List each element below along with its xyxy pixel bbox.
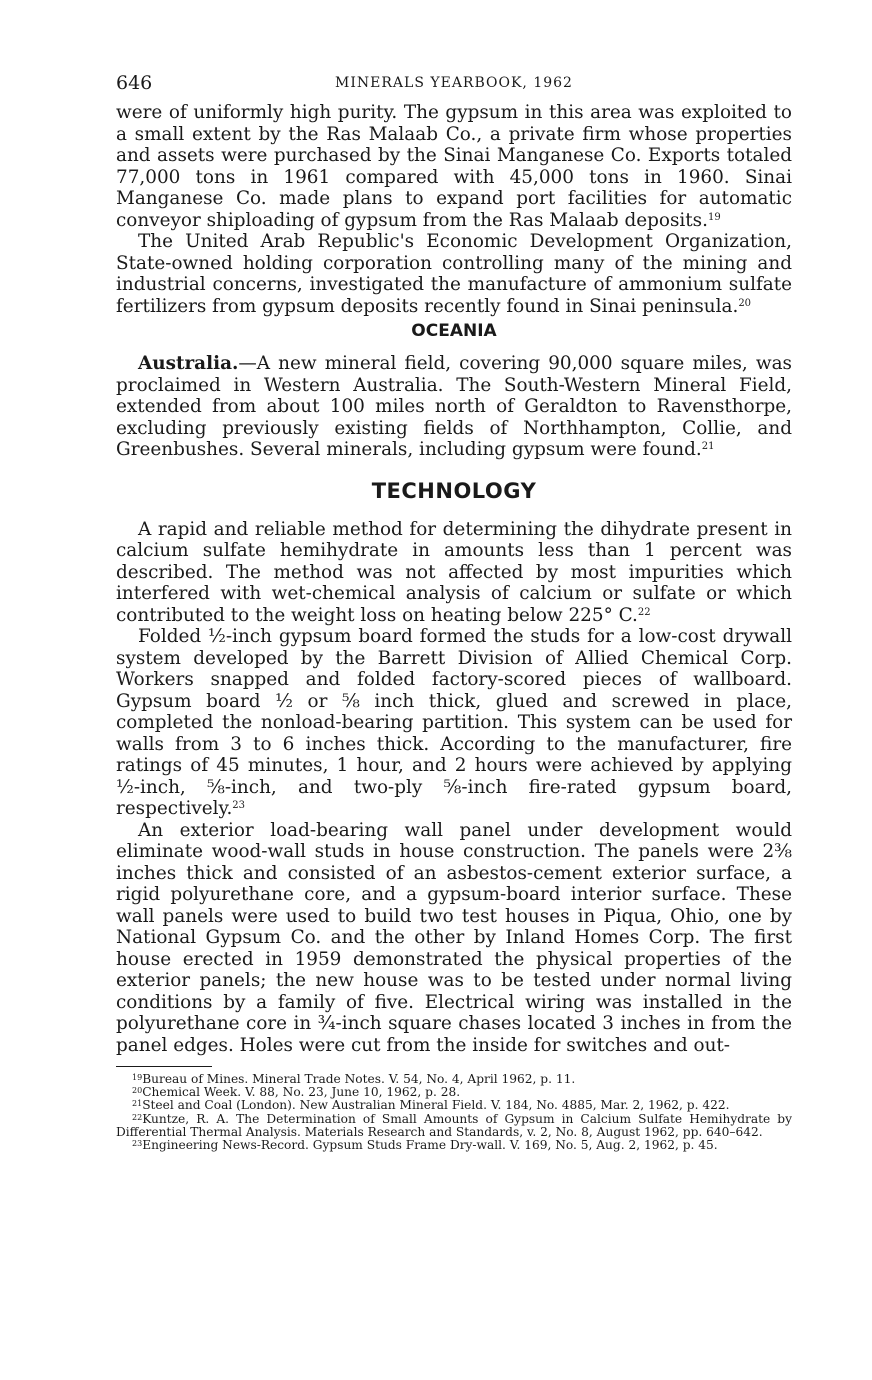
footnote-number: 22 (132, 1112, 143, 1122)
footnote (116, 1139, 792, 1152)
footnote-ref: 19 (707, 211, 721, 223)
footnote (116, 1113, 792, 1139)
paragraph-text: A rapid and reliable method for determining the dihydrate present in calcium sulfate hemihydrate in amounts less than 1 percent was described. The method was not affected by most impurities which interfered with wet-chemical analysis of calcium or sulfate or which contributed to the weight loss on heating below 225° C. (116, 518, 792, 626)
footnote-text: Chemical Week. V. 88, No. 23, June 10, 1962, p. 28. (142, 1085, 461, 1100)
page-number: 646 (116, 72, 153, 94)
footnote-number: 20 (132, 1086, 143, 1096)
runin-heading: Australia. (138, 353, 239, 374)
footnote-ref: 23 (232, 800, 246, 811)
running-head: MINERALS YEARBOOK, 1962 (335, 75, 573, 91)
paragraph-wall-panel (116, 820, 792, 1057)
page-header (116, 70, 792, 102)
footnote-ref: 20 (738, 297, 752, 309)
paragraph-text: Folded ½-inch gypsum board formed the studs for a low-cost drywall system developed by the Barrett Division of Allied Chemical Corp. Workers snapped and folded factory-scored pieces of wallboard. Gypsum board ½ or ⅝ inch thick, glued and screwed in place, completed the nonload-bearing partition. This system can be used for walls from 3 to 6 inches thick. According to the manufacturer, fire ratings of 45 minutes, 1 hour, and 2 hours were achieved by applying ½-inch, ⅝-inch, and two-ply ⅝-inch fire-rated gypsum board, respectively. (116, 626, 792, 819)
paragraph-text: —A new mineral field, covering 90,000 square miles, was proclaimed in Western Australia. The South-Western Mineral Field, extended from about 100 miles north of Geraldton to Ravensthorpe, excluding previously existing fields of Northhampton, Collie, and Greenbushes. Several minerals, including gypsum were found. (116, 353, 792, 460)
paragraph-text: An exterior load-bearing wall panel under development would eliminate wood-wall studs in house construction. The panels were 2⅜ inches thick and consisted of an asbestos-cement exterior surface, a rigid polyurethane core, and a gypsum-board interior surface. These wall panels were used to build two test houses in Piqua, Ohio, one by National Gypsum Co. and the other by Inland Homes Corp. The first house erected in 1959 demonstrated the physical properties of the exterior panels; the new house was to be tested under normal living conditions by a family of five. Electrical wiring was installed in the polyurethane core in ¾-inch square chases located 3 inches in from the panel edges. Holes were cut from the inside for switches and out- (116, 819, 792, 1056)
paragraph-dihydrate-method (116, 519, 792, 627)
footnote-text: Kuntze, R. A. The Determination of Small Amounts of Gypsum in Calcium Sulfate Hemihydrate by Differential Thermal Analysis. Materials Research and Standards, v. 2, No. 8, August 1962, pp. 640–642. (116, 1111, 792, 1139)
footnotes (116, 1073, 792, 1152)
footnote-ref: 21 (701, 441, 715, 452)
footnote-number: 23 (132, 1139, 143, 1149)
footnote-text: Engineering News-Record. Gypsum Studs Frame Dry-wall. V. 169, No. 5, Aug. 2, 1962, p. 45. (142, 1138, 718, 1153)
footnote-rule (116, 1066, 212, 1067)
document-page (116, 70, 792, 1152)
footnote-text: Steel and Coal (London). New Australian Mineral Field. V. 184, No. 4885, Mar. 2, 1962, p. 422. (142, 1098, 730, 1113)
paragraph-gypsum-purity (116, 102, 792, 231)
paragraph-text: were of uniformly high purity. The gypsum in this area was exploited to a small extent by the Ras Malaab Co., a private firm whose properties and assets were purchased by the Sinai Manganese Co. Exports totaled 77,000 tons in 1961 compared with 45,000 tons in 1960. Sinai Manganese Co. made plans to expand port facilities for automatic conveyor shiploading of gypsum from the Ras Malaab deposits. (116, 102, 792, 231)
section-heading-oceania: OCEANIA (411, 321, 497, 341)
paragraph-text: The United Arab Republic's Economic Development Organization, State-owned holding corporation controlling many of the mining and industrial concerns, investigated the manufacture of ammonium sulfate fertilizers from gypsum deposits recently found in Sinai peninsula. (116, 231, 792, 317)
footnote-number: 19 (132, 1073, 143, 1082)
paragraph-uar-organization (116, 231, 792, 317)
footnote-ref: 22 (637, 606, 651, 618)
section-heading-technology: TECHNOLOGY (371, 478, 537, 503)
paragraph-drywall-system (116, 626, 792, 820)
paragraph-australia (116, 353, 792, 461)
footnote-number: 21 (132, 1099, 143, 1109)
footnote-text: Bureau of Mines. Mineral Trade Notes. V. 54, No. 4, April 1962, p. 11. (142, 1072, 576, 1086)
